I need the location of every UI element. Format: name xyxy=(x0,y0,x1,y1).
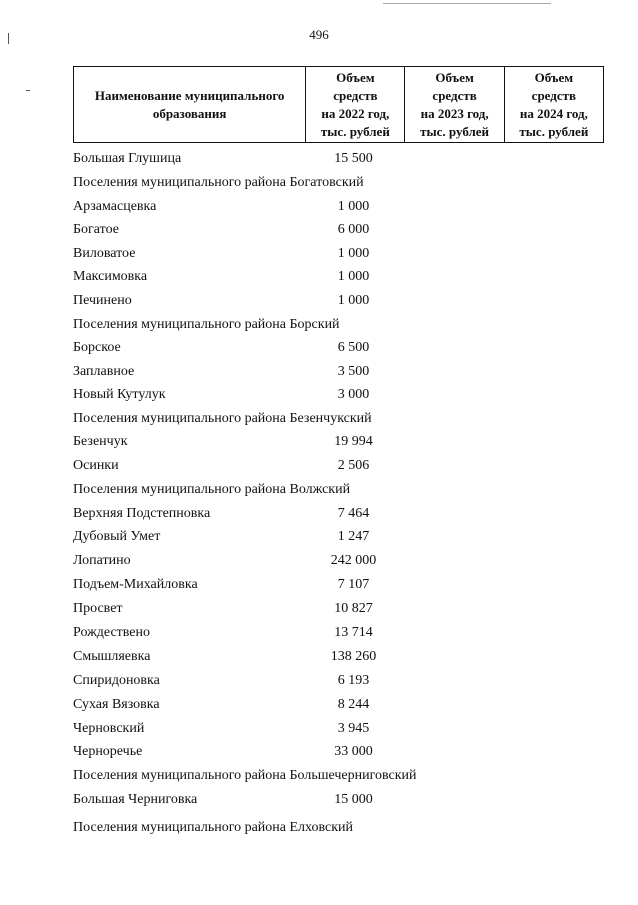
table-row xyxy=(73,695,604,715)
row-name: Черноречье xyxy=(73,744,143,759)
row-name: Борское xyxy=(73,340,121,355)
row-name: Большая Глушица xyxy=(73,151,182,166)
row-value-2022: 138 260 xyxy=(330,649,377,664)
header-municipality-label: Наименование муниципального образования xyxy=(94,87,285,121)
table-row xyxy=(73,362,604,382)
header-2023-line: Объем xyxy=(435,69,474,85)
header-2024-line: тыс. рублей xyxy=(519,123,589,139)
table-row xyxy=(73,504,604,524)
table-row xyxy=(73,267,604,287)
row-name: Сухая Вязовка xyxy=(73,697,160,712)
section-heading-row xyxy=(73,173,604,193)
row-name: Арзамасцевка xyxy=(73,199,157,214)
header-2023 xyxy=(405,67,504,143)
table-row xyxy=(73,742,604,762)
header-2024 xyxy=(504,67,603,143)
row-value-2022: 19 994 xyxy=(334,434,373,449)
row-value-2022: 13 714 xyxy=(334,625,373,640)
row-value-2022: 3 945 xyxy=(337,721,370,736)
row-name: Подъем-Михайловка xyxy=(73,577,198,592)
row-name: Поселения муниципального района Борский xyxy=(73,317,340,332)
row-name: Верхняя Подстепновка xyxy=(73,506,211,521)
header-2023-line: тыс. рублей xyxy=(420,123,490,139)
table-row xyxy=(73,291,604,311)
row-name: Новый Кутулук xyxy=(73,387,166,402)
row-name: Поселения муниципального района Безенчукский xyxy=(73,411,372,426)
row-value-2022: 1 000 xyxy=(337,293,370,308)
row-name: Поселения муниципального района Богатовский xyxy=(73,175,364,190)
table-row xyxy=(73,385,604,405)
section-heading-row xyxy=(73,480,604,500)
row-name: Лопатино xyxy=(73,553,131,568)
row-value-2022: 2 506 xyxy=(337,458,370,473)
header-2024-line: средств xyxy=(531,87,577,103)
row-value-2022: 6 000 xyxy=(337,222,370,237)
row-name: Поселения муниципального района Волжский xyxy=(73,482,351,497)
row-name: Максимовка xyxy=(73,269,148,284)
table-row xyxy=(73,338,604,358)
table-row xyxy=(73,220,604,240)
section-heading-row xyxy=(73,409,604,429)
scan-edge-line xyxy=(383,3,551,4)
row-value-2022: 10 827 xyxy=(334,601,373,616)
row-name: Черновский xyxy=(73,721,145,736)
row-name: Дубовый Умет xyxy=(73,529,161,544)
header-2022 xyxy=(306,67,405,143)
row-value-2022: 3 500 xyxy=(337,364,370,379)
row-name: Безенчук xyxy=(73,434,128,449)
header-2022-line: тыс. рублей xyxy=(320,123,390,139)
row-value-2022: 7 107 xyxy=(337,577,370,592)
table-row xyxy=(73,719,604,739)
section-heading-row xyxy=(73,818,604,838)
row-name: Печинено xyxy=(73,293,132,308)
row-value-2022: 33 000 xyxy=(334,744,373,759)
header-2022-line: средств xyxy=(333,87,378,103)
section-heading-row xyxy=(73,315,604,335)
row-value-2022: 6 500 xyxy=(337,340,370,355)
row-value-2022: 15 500 xyxy=(334,151,373,166)
row-value-2022: 3 000 xyxy=(337,387,370,402)
row-name: Виловатое xyxy=(73,246,136,261)
header-2023-line: на 2023 год, xyxy=(420,105,489,121)
row-name: Богатое xyxy=(73,222,119,237)
header-2023-line: средств xyxy=(432,87,477,103)
row-value-2022: 7 464 xyxy=(337,506,370,521)
header-municipality xyxy=(74,67,306,143)
table-row xyxy=(73,647,604,667)
header-2024-line: Объем xyxy=(534,69,574,85)
row-name: Спиридоновка xyxy=(73,673,160,688)
header-2022-line: на 2022 год, xyxy=(321,105,390,121)
row-value-2022: 1 000 xyxy=(337,269,370,284)
table-row xyxy=(73,599,604,619)
table-row xyxy=(73,149,604,169)
section-heading-row xyxy=(73,766,604,786)
row-value-2022: 1 000 xyxy=(337,199,370,214)
table-row xyxy=(73,551,604,571)
row-name: Смышляевка xyxy=(73,649,151,664)
table-row xyxy=(73,623,604,643)
table-row xyxy=(73,575,604,595)
header-2022-line: Объем xyxy=(336,69,375,85)
row-name: Поселения муниципального района Большечерниговский xyxy=(73,768,417,783)
row-name: Заплавное xyxy=(73,364,135,379)
table-row xyxy=(73,197,604,217)
table-row xyxy=(73,432,604,452)
table-row xyxy=(73,671,604,691)
row-name: Большая Черниговка xyxy=(73,792,198,807)
row-name: Поселения муниципального района Елховский xyxy=(73,820,354,835)
page-number: 496 xyxy=(309,27,329,42)
table-row xyxy=(73,244,604,264)
row-value-2022: 1 247 xyxy=(337,529,370,544)
row-name: Рождествено xyxy=(73,625,151,640)
table-row xyxy=(73,527,604,547)
table-row xyxy=(73,456,604,476)
row-value-2022: 15 000 xyxy=(334,792,373,807)
table-header xyxy=(73,66,604,143)
row-name: Осинки xyxy=(73,458,119,473)
row-value-2022: 1 000 xyxy=(337,246,370,261)
row-value-2022: 6 193 xyxy=(337,673,370,688)
scan-margin-mark xyxy=(26,90,30,91)
header-2024-line: на 2024 год, xyxy=(519,105,588,121)
table-row xyxy=(73,790,604,810)
row-name: Просвет xyxy=(73,601,123,616)
row-value-2022: 242 000 xyxy=(330,553,377,568)
row-value-2022: 8 244 xyxy=(337,697,370,712)
